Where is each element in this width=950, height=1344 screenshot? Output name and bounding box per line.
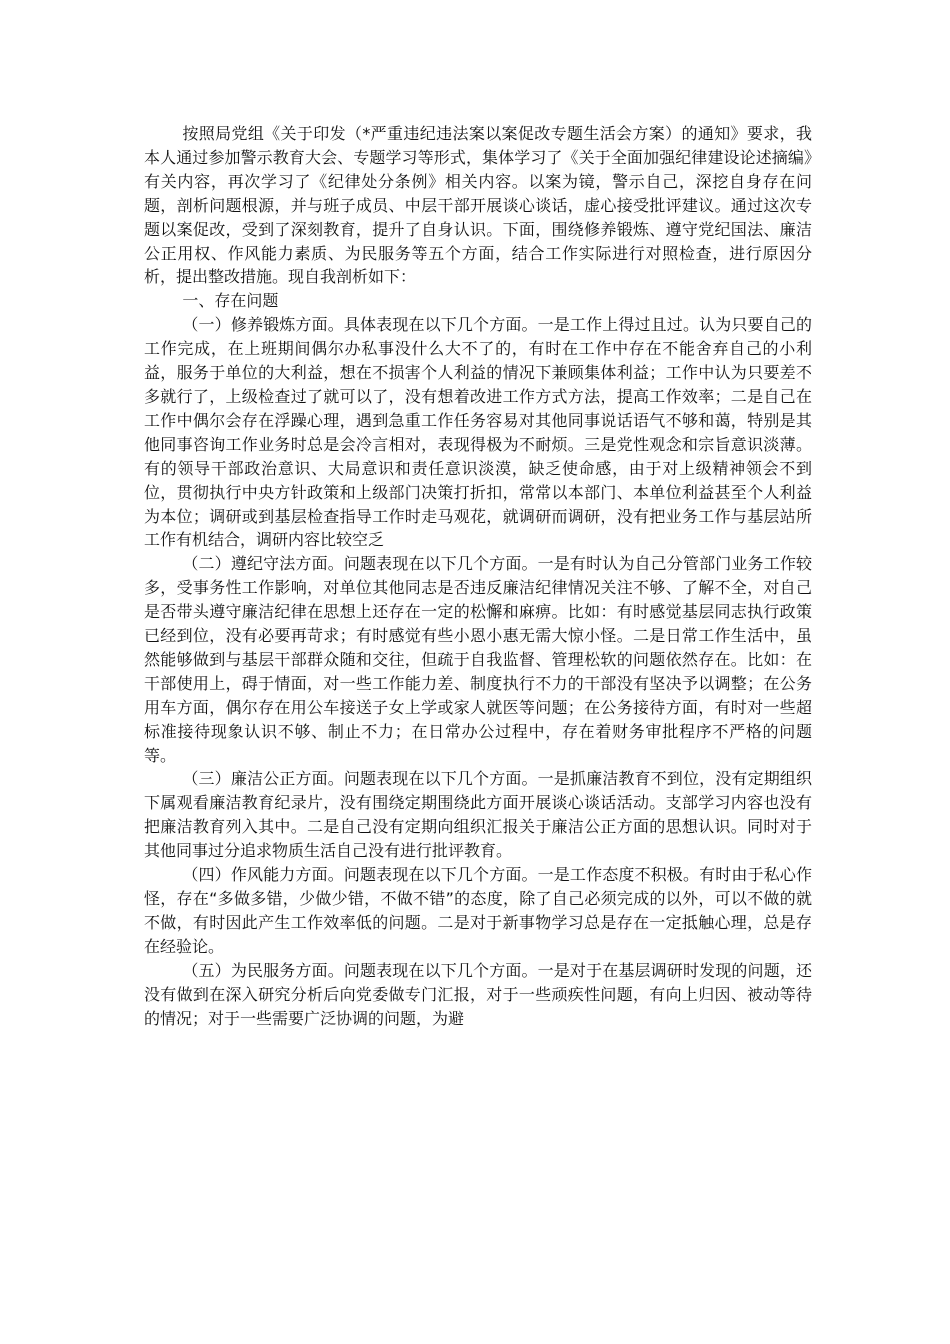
item-paragraph-2: （二）遵纪守法方面。问题表现在以下几个方面。一是有时认为自己分管部门业务工作较多，受事务性工作影响，对单位其他同志是否违反廉洁纪律情况关注不够、了解不全，对自己是否带头遵守廉洁纪律在思想上还存在一定的松懈和麻痹。比如：有时感觉基层同志执行政策已经到位，没有必要再苛求；有时感觉有些小恩小惠无需大惊小怪。二是日常工作生活中，虽然能够做到与基层干部群众随和交往，但疏于自我监督、管理松软的问题依然存在。比如：在干部使用上，碍于情面，对一些工作能力差、制度执行不力的干部没有坚决予以调整；在公务用车方面，偶尔存在用公车接送子女上学或家人就医等问题；在公务接待方面，有时对一些超标准接待现象认识不够、制止不力；在日常办公过程中，存在着财务审批程序不严格的问题等。 [144, 554, 812, 765]
item-paragraph-3: （三）廉洁公正方面。问题表现在以下几个方面。一是抓廉洁教育不到位，没有定期组织下属观看廉洁教育纪录片，没有围绕定期围绕此方面开展谈心谈话活动。支部学习内容也没有把廉洁教育列入其中。二是自己没有定期向组织汇报关于廉洁公正方面的思想认识。同时对于其他同事过分追求物质生活自己没有进行批评教育。 [144, 769, 812, 861]
item-paragraph-1: （一）修养锻炼方面。具体表现在以下几个方面。一是工作上得过且过。认为只要自己的工作完成，在上班期间偶尔办私事没什么大不了的，有时在工作中存在不能舍弃自己的小利益，服务于单位的大利益，想在不损害个人利益的情况下兼顾集体利益；工作中认为只要差不多就行了，上级检查过了就可以了，没有想着改进工作方式方法，提高工作效率；二是自己在工作中偶尔会存在浮躁心理，遇到急重工作任务容易对其他同事说话语气不够和蔼，特别是其他同事咨询工作业务时总是会冷言相对，表现得极为不耐烦。三是党性观念和宗旨意识淡薄。有的领导干部政治意识、大局意识和责任意识淡漠，缺乏使命感，由于对上级精神领会不到位，贯彻执行中央方针政策和上级部门决策打折扣，常常以本部门、本单位利益甚至个人利益为本位；调研或到基层检查指导工作时走马观花，就调研而调研，没有把业务工作与基层站所工作有机结合，调研内容比较空乏 [144, 315, 812, 550]
section-heading: 一、存在问题 [182, 291, 279, 311]
document-page [144, 122, 812, 1030]
item-paragraph-5: （五）为民服务方面。问题表现在以下几个方面。一是对于在基层调研时发现的问题，还没有做到在深入研究分析后向党委做专门汇报，对于一些顽疾性问题，有向上归因、被动等待的情况；对于一些需要广泛协调的问题，为避 [144, 960, 812, 1028]
item-paragraph-4: （四）作风能力方面。问题表现在以下几个方面。一是工作态度不积极。有时由于私心作怪，存在“多做多错，少做少错，不做不错”的态度，除了自己必须完成的以外，可以不做的就不做，有时因此产生工作效率低的问题。二是对于新事物学习总是存在一定抵触心理，总是存在经验论。 [144, 865, 812, 956]
intro-paragraph: 按照局党组《关于印发（*严重违纪违法案以案促改专题生活会方案）的通知》要求，我本人通过参加警示教育大会、专题学习等形式，集体学习了《关于全面加强纪律建设论述摘编》有关内容，再次学习了《纪律处分条例》相关内容。以案为镜，警示自己，深挖自身存在问题，剖析问题根源，并与班子成员、中层干部开展谈心谈话，虚心接受批评建议。通过这次专题以案促改，受到了深刻教育，提升了自身认识。下面，围绕修养锻炼、遵守党纪国法、廉洁公正用权、作风能力素质、为民服务等五个方面，结合工作实际进行对照检查，进行原因分析，提出整改措施。现自我剖析如下： [144, 124, 812, 287]
